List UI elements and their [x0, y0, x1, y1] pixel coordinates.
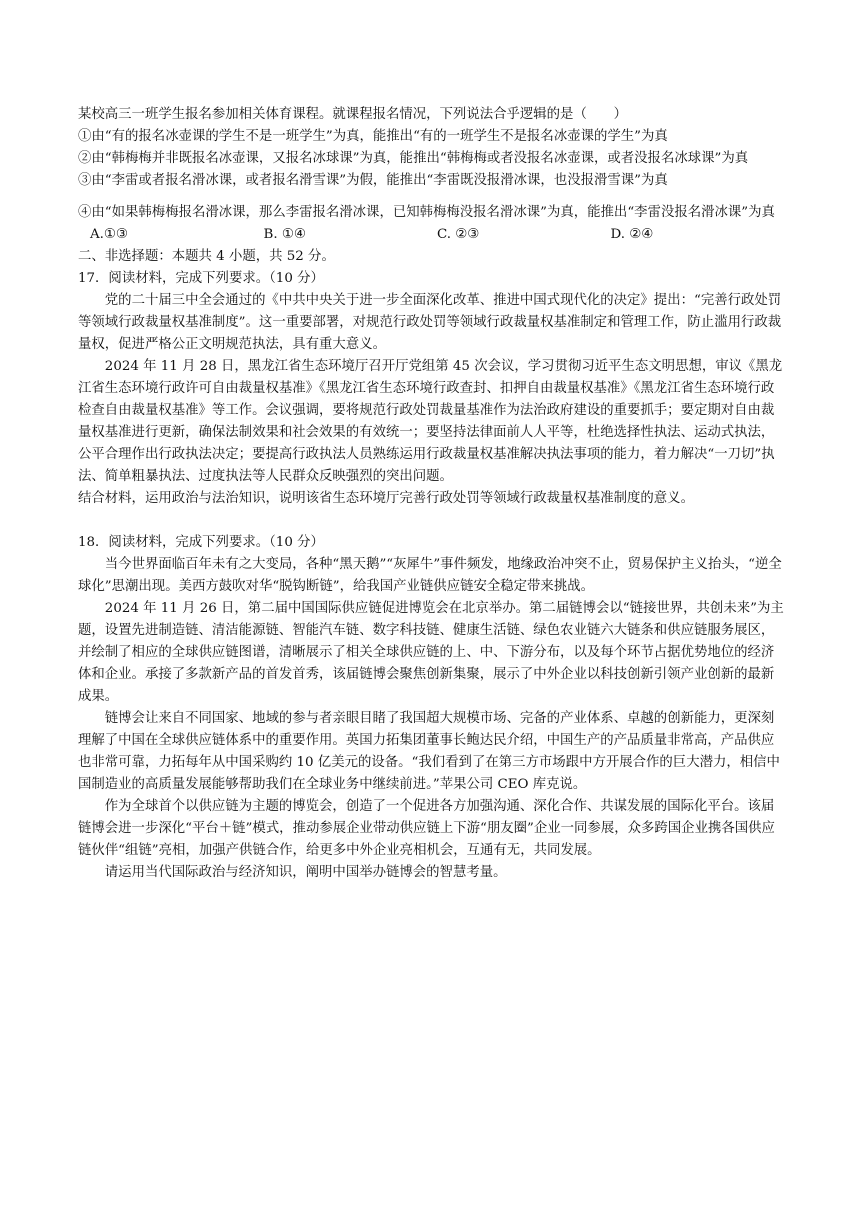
- question-17-paragraph: 2024 年 11 月 28 日，黑龙江省生态环境厅召开厅党组第 45 次会议，学习贯彻习近平生态文明思想，审议《黑龙江省生态环境行政许可自由裁量权基准》《黑龙江省生态环境行政查封、扣押自由裁量权基准》《黑龙江省生态环境行政检查自由裁量权基准》等工作。会议强调，要将规范行政处罚裁量基准作为法治政府建设的重要抓手；要定期对自由裁量权基准进行更新，确保法制效果和社会效果的有效统一；要坚持法律面前人人平等，杜绝选择性执法、运动式执法，公平合理作出行政执法决定；要提高行政执法人员熟练运用行政裁量权基准解决执法事项的能力，着力解决“一刀切”执法、简单粗暴执法、过度执法等人民群众反映强烈的突出问题。: [78, 359, 783, 484]
- option-d[interactable]: D. ②④: [610, 227, 654, 242]
- question-18-paragraph: 当今世界面临百年未有之大变局，各种“黑天鹅”“灰犀牛”事件频发，地缘政治冲突不止，贸易保护主义抬头，“逆全球化”思潮出现。美西方鼓吹对华“脱钩断链”，给我国产业链供应链安全稳定带来挑战。: [78, 557, 782, 594]
- question-18-paragraph: 链博会让来自不同国家、地域的参与者亲眼目睹了我国超大规模市场、完备的产业体系、卓越的创新能力，更深刻理解了中国在全球供应链体系中的重要作用。英国力拓集团董事长鲍达民介绍，中国生产的产品质量非常高，产品供应也非常可靠，力拓每年从中国采购约 10 亿美元的设备。“我们看到了在第三方市场跟中方开展合作的巨大潜力，相信中国制造业的高质量发展能够帮助我们在全球业务中继续前进。”苹果公司 CEO 库克说。: [78, 711, 780, 792]
- question-16-item-4: ④由“如果韩梅梅报名滑冰课，那么李雷报名滑冰课，已知韩梅梅没报名滑冰课”为真，能推出“李雷没报名滑冰课”为真: [78, 205, 775, 220]
- option-a[interactable]: A.①③: [90, 227, 128, 242]
- section-heading: 二、非选择题：本题共 4 小题，共 52 分。: [78, 249, 335, 264]
- question-17-paragraph: 党的二十届三中全会通过的《中共中央关于进一步全面深化改革、推进中国式现代化的决定》提出：“完善行政处罚等领域行政裁量权基准制度”。这一重要部署，对规范行政处罚等领域行政裁量权基准制定和管理工作，防止滥用行政裁量权，促进严格公正文明规范执法，具有重大意义。: [78, 293, 782, 352]
- question-16-stem: 某校高三一班学生报名参加相关体育课程。就课程报名情况，下列说法合乎逻辑的是（ ）: [78, 107, 628, 122]
- question-16-options: [78, 224, 784, 246]
- question-16-item-2: ②由“韩梅梅并非既报名冰壶课，又报名冰球课”为真，能推出“韩梅梅或者没报名冰壶课，或者没报名冰球课”为真: [78, 151, 749, 166]
- option-c[interactable]: C. ②③: [437, 227, 480, 242]
- option-b[interactable]: B. ①④: [263, 227, 306, 242]
- question-18-paragraph: 作为全球首个以供应链为主题的博览会，创造了一个促进各方加强沟通、深化合作、共谋发展的国际化平台。该届链博会进一步深化“平台＋链”模式，推动参展企业带动供应链上下游“朋友圈”企业一同参展，众多跨国企业携各国供应链伙伴“组链”亮相，加强产供链合作，给更多中外企业亮相机会，互通有无，共同发展。: [78, 799, 775, 858]
- question-17-prompt: 结合材料，运用政治与法治知识，说明该省生态环境厅完善行政处罚等领域行政裁量权基准制度的意义。: [78, 491, 694, 506]
- page-content: [78, 104, 784, 884]
- question-16-item-1: ①由“有的报名冰壶课的学生不是一班学生”为真，能推出“有的一班学生不是报名冰壶课的学生”为真: [78, 129, 668, 144]
- question-17-header: 17．阅读材料，完成下列要求。（10 分）: [78, 271, 324, 286]
- question-18-header: 18．阅读材料，完成下列要求。（10 分）: [78, 535, 324, 550]
- question-18-prompt: 请运用当代国际政治与经济知识，阐明中国举办链博会的智慧考量。: [104, 865, 507, 880]
- question-18-paragraph: 2024 年 11 月 26 日，第二届中国国际供应链促进博览会在北京举办。第二届链博会以“链接世界，共创未来”为主题，设置先进制造链、清洁能源链、智能汽车链、数字科技链、健康生活链、绿色农业链六大链条和供应链服务展区，并绘制了相应的全球供应链图谱，清晰展示了相关全球供应链的上、中、下游分布，以及每个环节占据优势地位的经济体和企业。承接了多款新产品的首发首秀，该届链博会聚焦创新集聚，展示了中外企业以科技创新引领产业创新的最新成果。: [78, 601, 784, 704]
- question-16-item-3: ③由“李雷或者报名滑冰课，或者报名滑雪课”为假，能推出“李雷既没报滑冰课，也没报滑雪课”为真: [78, 173, 668, 188]
